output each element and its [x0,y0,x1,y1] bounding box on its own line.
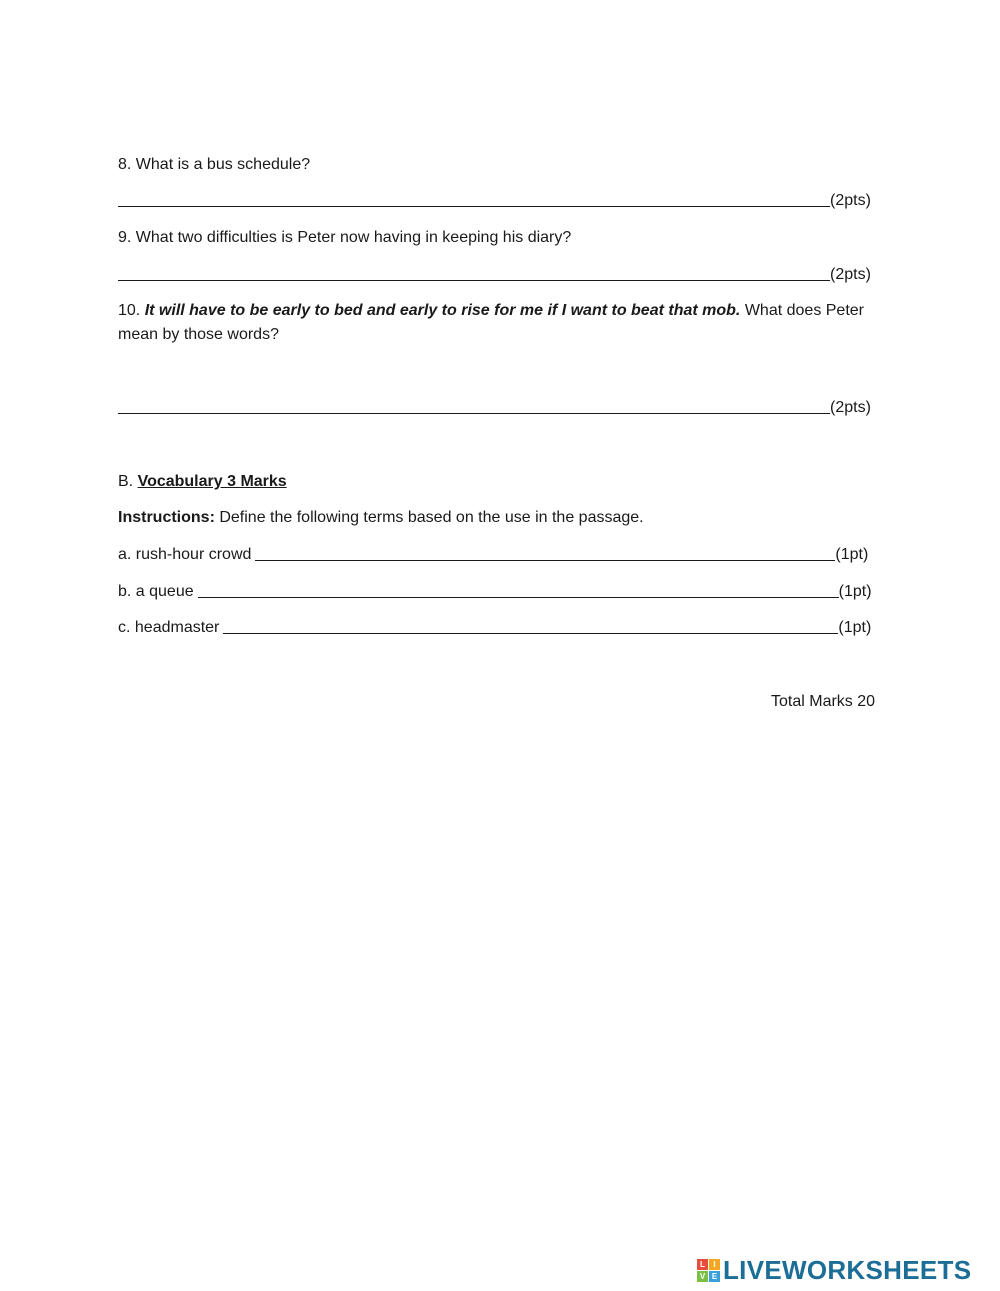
logo-letter: V [697,1271,708,1282]
vocabulary-term: a. rush-hour crowd [118,546,252,563]
vocabulary-answer-line[interactable] [255,560,835,561]
liveworksheets-logo [697,1256,971,1284]
question-8-answer-row [118,189,871,213]
vocabulary-answer-line[interactable] [223,633,838,634]
question-10-quote: It will have to be early to bed and early to rise for me if I want to beat that mob. [144,302,741,319]
question-10-answer-line[interactable] [118,413,830,414]
total-marks: Total Marks 20 [771,693,876,710]
vocabulary-points: (1pt) [838,583,872,600]
question-9-answer-row [118,263,871,287]
vocabulary-term: c. headmaster [118,619,220,636]
question-9-points: (2pts) [830,266,871,283]
logo-mark-icon [697,1259,720,1282]
question-10-answer-row [118,396,871,420]
question-8-points: (2pts) [830,192,871,209]
vocabulary-item [118,543,868,567]
question-10-question: What does Peter [744,302,864,319]
instructions-text: Define the following terms based on the use in the passage. [219,509,644,526]
vocabulary-item [118,616,871,640]
vocabulary-points: (1pt) [838,619,872,636]
instructions-label: Instructions: [118,509,215,526]
logo-letter: L [697,1259,708,1270]
section-b-title: Vocabulary 3 Marks [137,473,287,490]
vocabulary-answer-line[interactable] [198,597,839,598]
question-10-number: 10. [118,302,141,319]
instructions [118,506,644,530]
question-8-text: 8. What is a bus schedule? [118,156,311,173]
question-10-text-continued: mean by those words? [118,326,279,343]
logo-letter: I [709,1259,720,1270]
logo-letter: E [709,1271,720,1282]
question-9-answer-line[interactable] [118,280,830,281]
vocabulary-term: b. a queue [118,583,194,600]
question-8-answer-line[interactable] [118,206,830,207]
section-b-prefix: B. [118,473,134,490]
vocabulary-points: (1pt) [835,546,869,563]
question-10-points: (2pts) [830,399,871,416]
question-9-text: 9. What two difficulties is Peter now having in keeping his diary? [118,229,572,246]
section-b-heading [118,470,287,494]
logo-wordmark: LIVEWORKSHEETS [723,1255,972,1285]
vocabulary-item [118,580,872,604]
question-10-text [118,299,864,323]
